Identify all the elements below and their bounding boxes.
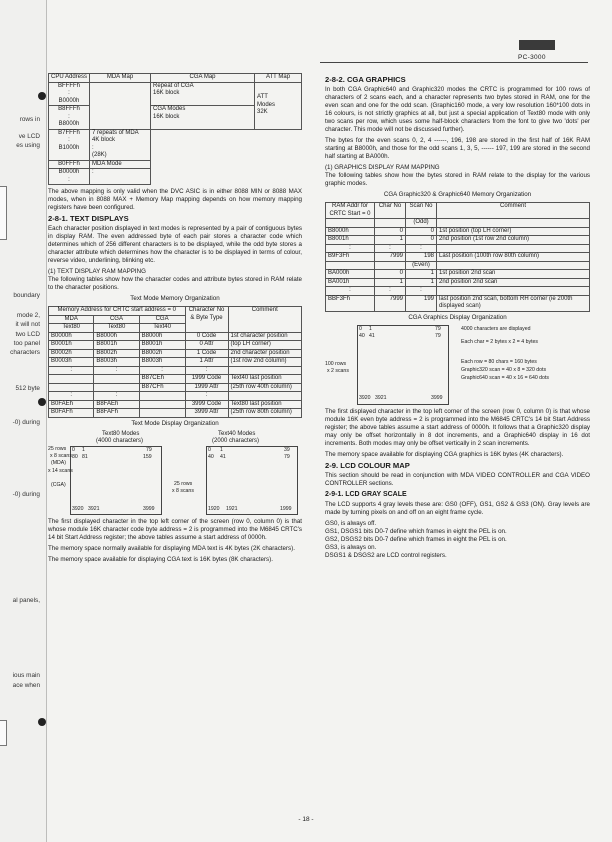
- subheading: (1) TEXT DISPLAY RAM MAPPING: [48, 268, 146, 275]
- cell-index: 3999: [143, 505, 155, 512]
- cell-index: 1920: [208, 505, 220, 512]
- cell-index: 3921: [88, 505, 100, 512]
- col-header: Memory Address for CRTC start address = 0: [49, 307, 186, 316]
- cell-index: 1921: [226, 505, 238, 512]
- table-row: B0FAFh B8FAFh 3999 Attr (25th row 80th column): [49, 409, 302, 418]
- cell-index: 3920: [359, 394, 371, 401]
- cell-index: 1: [220, 446, 223, 453]
- table-row: : : :: [326, 244, 590, 253]
- header-rule: [320, 62, 588, 63]
- col-header: Text40: [139, 324, 185, 333]
- cell-index: 3921: [375, 394, 387, 401]
- scans-label: x 8 scans: [172, 487, 194, 494]
- gutter-tab: [0, 720, 7, 746]
- col-header: Character No & Byte Type: [185, 307, 228, 333]
- col-header: RAM Addr for CRTC Start = 0: [326, 203, 375, 219]
- table-row: B0001h B8001h B8001h 0 Attr (top LH corner): [49, 341, 302, 350]
- rows-label: 100 rows: [325, 360, 347, 367]
- cell-index: 80: [72, 453, 78, 460]
- table-row: BA000h 0 1 1st position 2nd scan: [326, 270, 590, 279]
- col-header: CGA: [94, 315, 139, 324]
- table-row: B8001h 1 0 2nd position (1st row 2nd column): [326, 236, 590, 245]
- scans-label: x 2 scans: [327, 367, 349, 374]
- col-header: Text80: [49, 324, 94, 333]
- cell-index: 159: [143, 453, 152, 460]
- table-row: B87CFh 1999 Attr (25th row 40th column): [49, 383, 302, 392]
- table-row: : : : :: [49, 366, 302, 375]
- mode-label: (CGA): [51, 481, 66, 488]
- col-header: CPU Address: [49, 74, 90, 83]
- cpu-address-cell: B8FFFh : B8000h: [49, 106, 90, 130]
- cpu-address-cell: B0FFFh: [49, 160, 90, 169]
- col-header: Char No: [375, 203, 406, 219]
- col-header: Comment: [228, 307, 301, 333]
- rows-label: 25 rows: [174, 480, 193, 487]
- binder-hole: [38, 92, 46, 100]
- scans-label: x 14 scans: [48, 467, 73, 474]
- mda-cell: 7 repeats of MDA 4K block : (28K): [90, 129, 151, 160]
- empty-cell: [255, 129, 302, 185]
- list-item: GS1, DSGS1 bits D0-7 define which frames in eight the PEL is on.: [325, 527, 507, 535]
- col-header: CGA: [139, 315, 185, 324]
- table-row: B87CEh 1999 Code Text40 last position: [49, 375, 302, 384]
- section-heading: 2-8-1. TEXT DISPLAYS: [48, 214, 129, 223]
- cpu-address-cell: B0000h :: [49, 169, 90, 185]
- cpu-address-cell: B7FFFh : B1000h: [49, 129, 90, 160]
- mode-label: (MDA): [51, 459, 66, 466]
- paragraph: The first displayed character in the top left corner of the screen (row 0, column 0) is that whose module 16K character code byte address = 2 is programmed into the M6845 CRTC's 14 bit Start Address register; the above tables assume a start address of 0000h.: [48, 517, 302, 541]
- rows-label: 25 rows: [48, 445, 67, 452]
- col-header: CGA Map: [151, 74, 255, 83]
- text80-subtitle: (4000 characters): [96, 437, 144, 444]
- gutter-fragment: es using: [16, 142, 40, 149]
- subheading: (1) GRAPHICS DISPLAY RAM MAPPING: [325, 164, 440, 171]
- cell-index: 79: [435, 325, 441, 332]
- paragraph: The memory space normally available for displaying MDA text is 4K bytes (2K characters).: [48, 544, 295, 552]
- paragraph: The memory space available for displaying CGA graphics is 16K bytes (4K characters).: [325, 450, 564, 458]
- table-row: B0003h B8003h B8003h 1 Attr (1st row 2nd column): [49, 358, 302, 367]
- table-caption: CGA Graphic320 & Graphic640 Memory Organization: [383, 191, 532, 198]
- graphics-memory-table: [325, 202, 590, 312]
- table-row: B8000h 0 0 1st position (top LH corner): [326, 227, 590, 236]
- list-item: DSGS1 & DSGS2 are LCD control registers.: [325, 551, 447, 559]
- list-item: GS0, is always off.: [325, 519, 377, 527]
- cpu-address-cell: BFFFFh : B0000h: [49, 82, 90, 106]
- cell-index: 40: [359, 332, 365, 339]
- gutter-fragment: characters: [10, 349, 40, 356]
- gutter-fragment: 512 byte: [15, 385, 40, 392]
- text-mode-memory-table: [48, 306, 302, 418]
- gutter-fragment: -0) during: [12, 419, 40, 426]
- list-item: GS2, DSGS2 bits D0-7 define which frames in eight the PEL is on.: [325, 535, 507, 543]
- cell-index: 79: [146, 446, 152, 453]
- text40-subtitle: (2000 characters): [212, 437, 260, 444]
- att-cell: ATT Modes 32K: [255, 82, 302, 129]
- cell-index: 40: [208, 453, 214, 460]
- cell-index: 39: [284, 446, 290, 453]
- paragraph: The bytes for the even scans 0, 2, 4 ------, 196, 198 are stored in the first half of 16K RAM starting at B8000h, and those for the odd scans 1, 3, 5, ------ 197, 199 are stored in the second half starting at BA000h.: [325, 137, 590, 160]
- paragraph: The first displayed character in the top left corner of the screen (row 0, column 0) is that whose module 16K even byte address = 2 is programmed into the M6845 CRTC's 14 bit Start Address register; the above tables assume a start address of 0000h. It follows that a Graphic320 display may only be offset horizontally in 8 dot increments, and a Graphic640 display in 16 dot increments. Both modes may only be offset vertically in 2 scan increments.: [325, 407, 590, 447]
- gutter-fragment: two LCD: [15, 331, 40, 338]
- gutter-fragment: mode 2,: [16, 312, 40, 319]
- gutter-fragment: boundary: [13, 292, 40, 299]
- cell-index: 79: [435, 332, 441, 339]
- text-display-diagram: [48, 431, 302, 515]
- scan-group-label: (Odd): [406, 219, 437, 228]
- table-row: : : :: [326, 287, 590, 296]
- table-row: B9F3Fh 7999 198 Last position (100th row 80th column): [326, 253, 590, 262]
- subsection-heading: 2-9-1. LCD GRAY SCALE: [325, 490, 407, 498]
- paragraph: In both CGA Graphic640 and Graphic320 modes the CRTC is programmed for 100 rows of characters of 2 scans each, and a character represents two bytes stored in RAM, one for the even scan and one for the odd scan. (Graphic160 mode, a very low resolution 160*100 dots in 16 colours, is not strictly graphics at all, but just a special application of Text80 mode with only two scans per row, which uses some half-block characters from the font to give two 'dots' per character. This mode will not be discussed further).: [325, 86, 590, 133]
- graphics-display-diagram: [325, 325, 590, 405]
- memory-map-table: [48, 73, 302, 185]
- cell-index: 0: [208, 446, 211, 453]
- cell-index: 3920: [72, 505, 84, 512]
- model-label: PC-3000: [518, 54, 546, 61]
- table-row: B0002h B8002h B8002h 1 Code 2nd character position: [49, 349, 302, 358]
- cell-index: 41: [369, 332, 375, 339]
- gutter-fragment: ace when: [12, 682, 40, 689]
- gutter-fragment: rows in: [19, 116, 40, 123]
- scans-label: x 8 scans: [50, 452, 72, 459]
- diagram-note: Each char = 2 bytes x 2 = 4 bytes: [461, 338, 538, 345]
- table-row: : : :: [49, 392, 302, 401]
- paragraph: The above mapping is only valid when the DVC ASIC is in either 8088 MIN or 8088 MAX modes, when in 8088 MAX + Memory Map mapping depends on how memory mapping registers have been configured.: [48, 188, 302, 211]
- adjacent-page-strip: [0, 0, 47, 842]
- figure-caption: CGA Graphics Display Organization: [408, 313, 507, 321]
- cell-index: 0: [359, 325, 362, 332]
- page-number: - 18 -: [298, 816, 314, 823]
- section-heading: 2-8-2. CGA GRAPHICS: [325, 75, 406, 84]
- cga-cell: Repeat of CGA 16K block: [151, 82, 255, 106]
- diagram-note: Graphic320 scan = 40 x 8 = 320 dots: [461, 366, 547, 373]
- text40-title: Text40 Modes: [218, 430, 256, 437]
- col-header: ATT Map: [255, 74, 302, 83]
- gutter-fragment: ve LCD: [18, 133, 40, 140]
- col-header: MDA: [49, 315, 94, 324]
- diagram-note: 4000 characters are displayed: [461, 325, 531, 332]
- figure-caption: Text Mode Display Organization: [131, 419, 219, 427]
- diagram-note: Graphic640 scan = 40 x 16 = 640 dots: [461, 374, 549, 381]
- header-tab: [519, 40, 555, 50]
- cell-index: 1: [82, 446, 85, 453]
- paragraph: The memory space available for displaying CGA text is 16K bytes (8K characters).: [48, 555, 273, 563]
- empty-cell: [151, 129, 255, 185]
- left-column: [48, 73, 302, 567]
- cell-index: 1: [369, 325, 372, 332]
- binder-hole: [38, 718, 46, 726]
- scan-group-label: (Even): [406, 261, 437, 270]
- paragraph: The LCD supports 4 gray levels these are: GS0 (OFF), GS1, GS2 & GS3 (ON). Gray levels are made by turning pixels on and off on an eight frame cycle.: [325, 500, 590, 516]
- paragraph: This section should be read in conjunction with MDA VIDEO CONTROLLER and CGA VIDEO CONTROLLER sections.: [325, 471, 590, 487]
- gutter-fragment: too panel: [13, 340, 40, 347]
- cell-index: 1999: [280, 505, 292, 512]
- right-column: [325, 73, 590, 560]
- table-row: B0FAEh B8FAEh 3999 Code Text80 last position: [49, 400, 302, 409]
- gutter-fragment: -0) during: [12, 491, 40, 498]
- mda-cell: :: [90, 169, 151, 185]
- table-row: BA001h 1 1 2nd position 2nd scan: [326, 278, 590, 287]
- binder-hole: [38, 398, 46, 406]
- cell-index: 0: [72, 446, 75, 453]
- diagram-note: Each row = 80 chars = 160 bytes: [461, 358, 537, 365]
- text80-title: Text80 Modes: [102, 430, 140, 437]
- cga-cell: CGA Modes 16K block: [151, 106, 255, 130]
- col-header: Text80: [94, 324, 139, 333]
- cell-index: 81: [82, 453, 88, 460]
- col-header: Scan No: [406, 203, 437, 219]
- paragraph: The following tables show how the bytes stored in RAM relate to the display for the various graphic modes.: [325, 172, 590, 187]
- col-header: MDA Map: [90, 74, 151, 83]
- table-caption: Text Mode Memory Organization: [130, 295, 220, 302]
- list-item: GS3, is always on.: [325, 543, 377, 551]
- gutter-fragment: it will not: [15, 321, 40, 328]
- mda-cell: [90, 82, 151, 129]
- cell-index: 79: [284, 453, 290, 460]
- gutter-tab: [0, 186, 7, 240]
- paragraph: Each character position displayed in text modes is represented by a pair of contiguous bytes in display RAM. The even addressed byte of each pair stores a character code which determines which of 256 different characters is to be displayed, while the odd byte stores a character attribute which determines how the character is to be displayed in terms of colour, reverse video, underlining, blinking etc.: [48, 225, 302, 264]
- gutter-fragment: al panels,: [12, 597, 40, 604]
- cell-index: 41: [220, 453, 226, 460]
- gutter-fragment: ious main: [12, 672, 40, 679]
- cell-index: 3999: [431, 394, 443, 401]
- col-header: Comment: [437, 203, 590, 219]
- table-row: B0000h B8000h B8000h 0 Code 1st character position: [49, 332, 302, 341]
- mda-cell: MDA Mode: [90, 160, 151, 169]
- section-heading: 2-9. LCD COLOUR MAP: [325, 460, 410, 470]
- paragraph: The following tables show how the character codes and attribute bytes stored in RAM relate to the character positions.: [48, 276, 302, 291]
- table-row: BBF3Fh 7999 199 last position 2nd scan, bottom RH corner (ie 200th displayed scan): [326, 295, 590, 311]
